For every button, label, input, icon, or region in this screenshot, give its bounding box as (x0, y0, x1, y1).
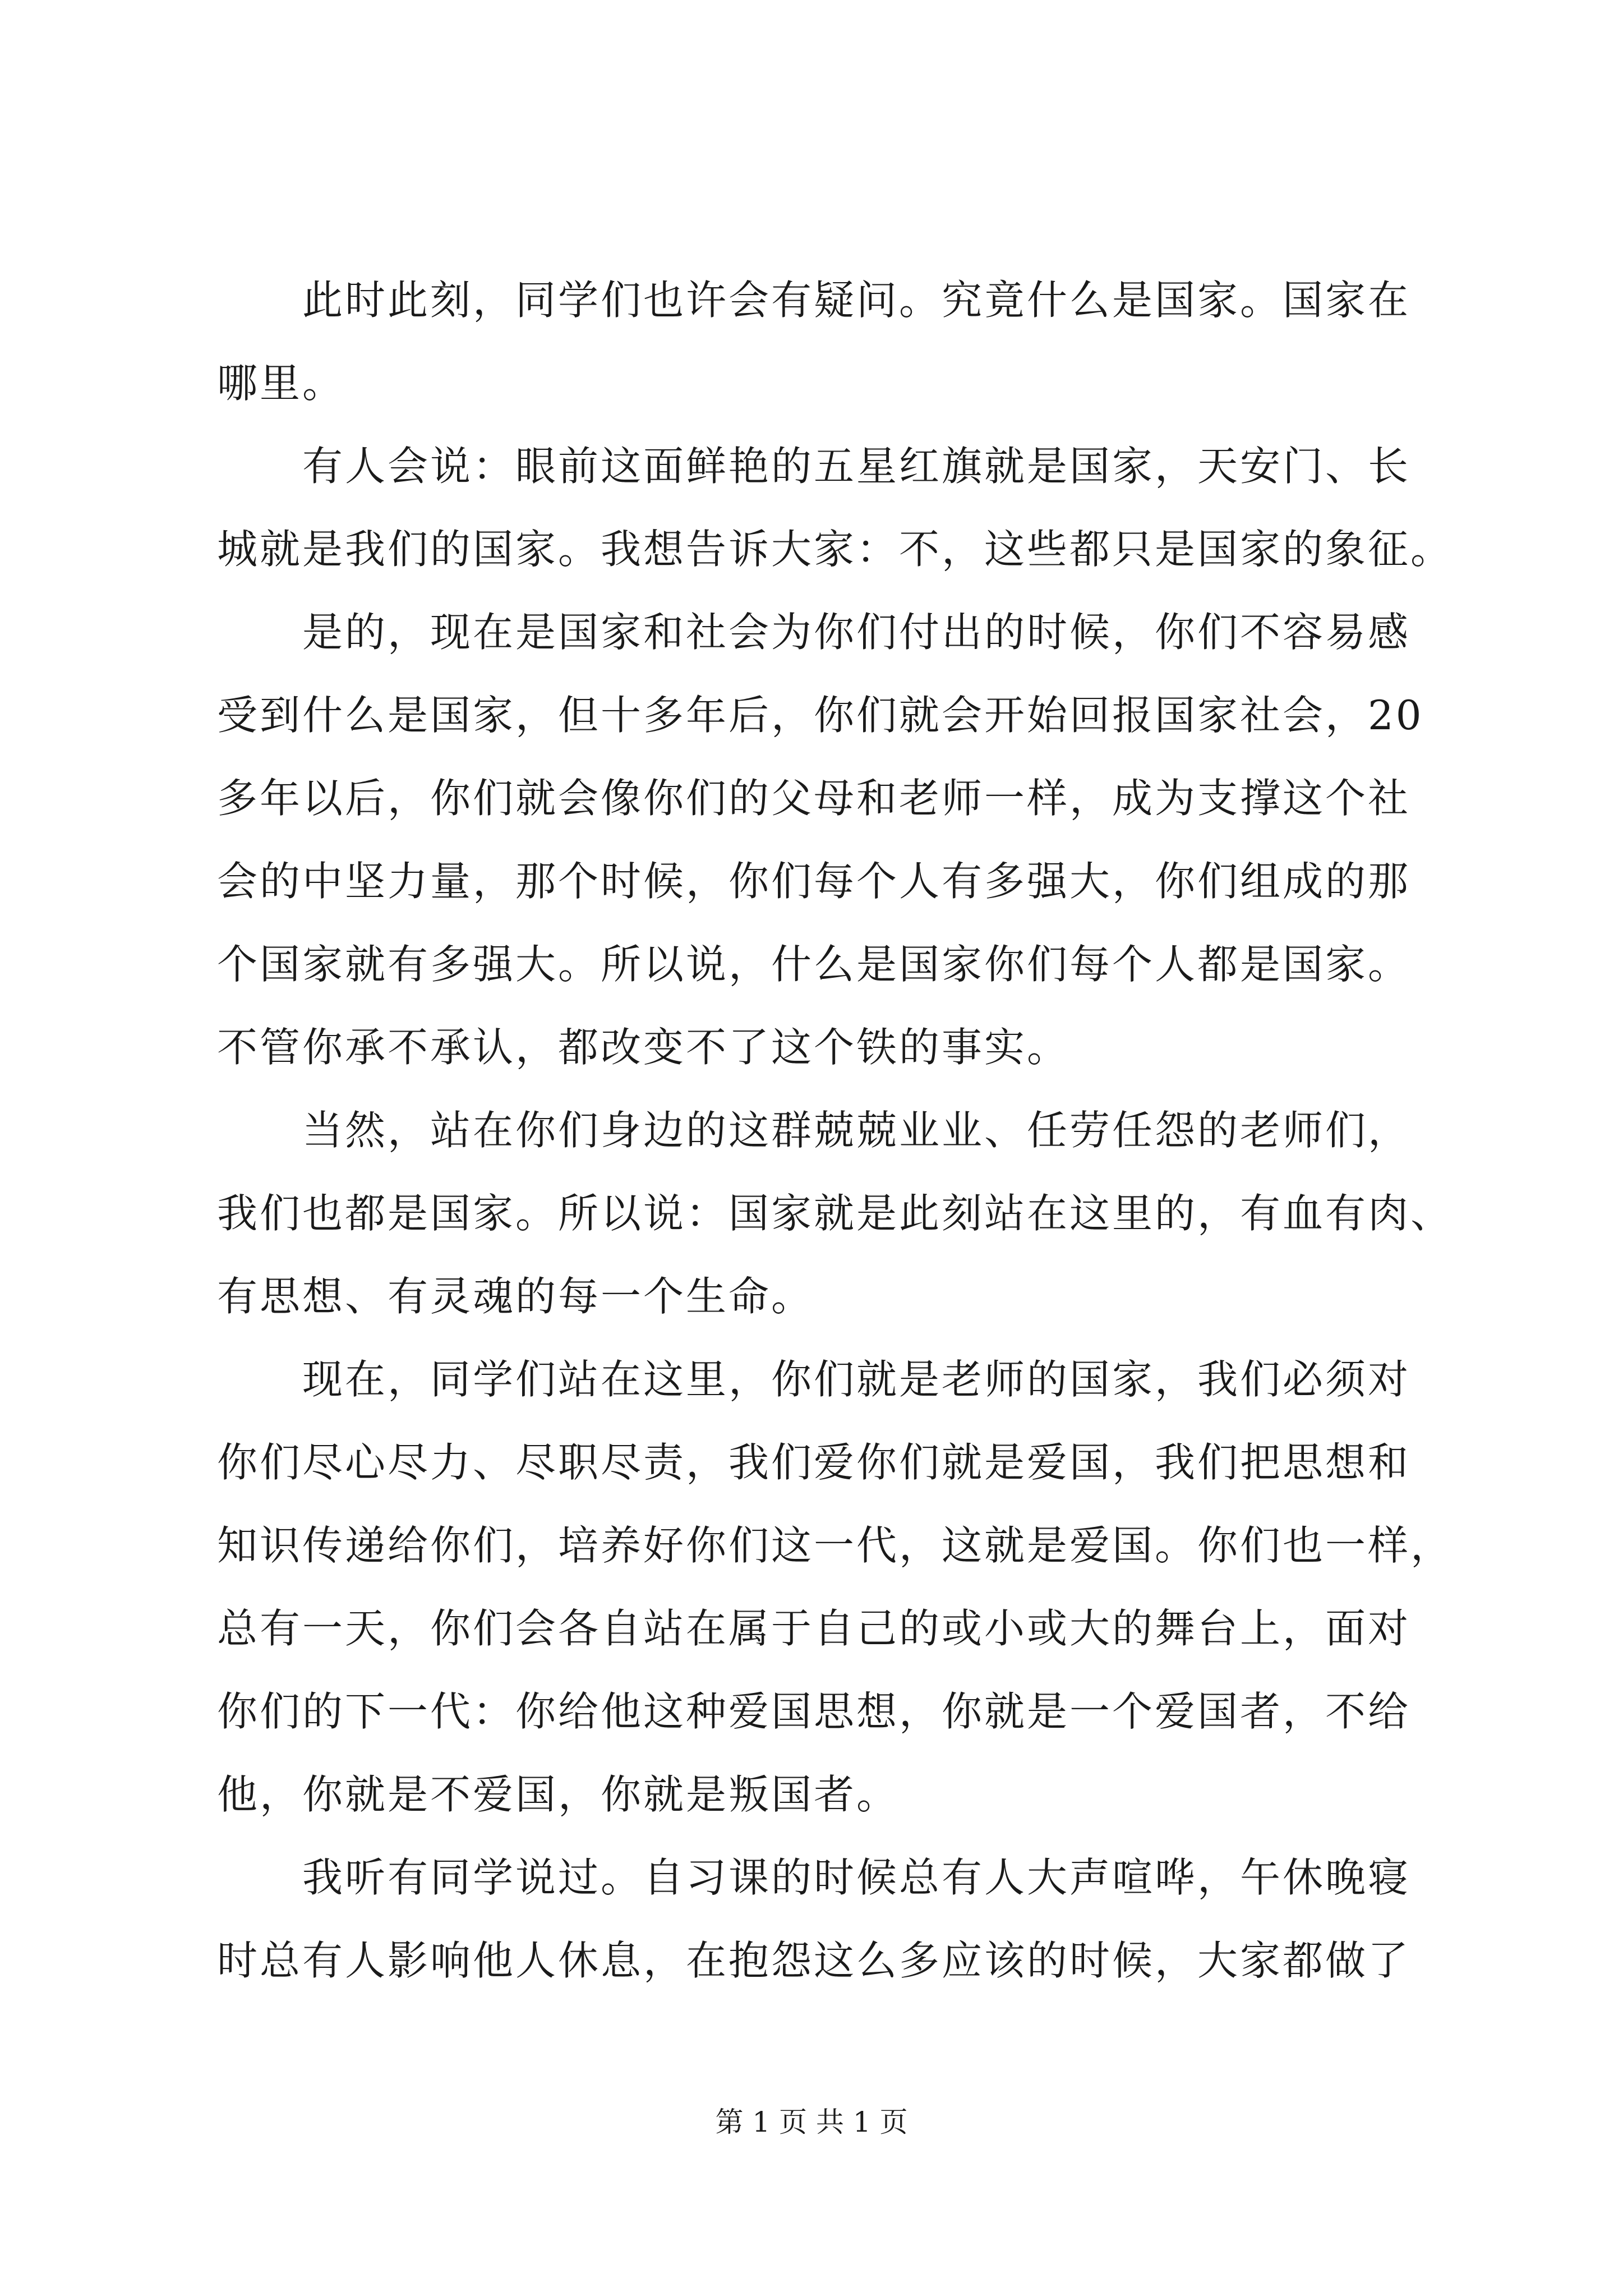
text-line: 我们也都是国家。所以说：国家就是此刻站在这里的，有血有肉、 (217, 1190, 1454, 1237)
text-line: 不管你承不承认，都改变不了这个铁的事实。 (217, 1024, 1070, 1071)
text-line: 你们尽心尽力、尽职尽责，我们爱你们就是爱国，我们把思想和 (217, 1439, 1411, 1486)
text-line: 时总有人影响他人休息，在抱怨这么多应该的时候，大家都做了 (217, 1937, 1411, 1984)
text-line: 城就是我们的国家。我想告诉大家：不，这些都只是国家的象征。 (217, 526, 1454, 573)
text-line: 是的，现在是国家和社会为你们付出的时候，你们不容易感 (217, 609, 1411, 656)
page-footer (0, 2102, 1623, 2142)
text-line: 此时此刻，同学们也许会有疑问。究竟什么是国家。国家在 (217, 277, 1411, 324)
text-line: 受到什么是国家，但十多年后，你们就会开始回报国家社会，20 (217, 692, 1424, 739)
text-line: 现在，同学们站在这里，你们就是老师的国家，我们必须对 (217, 1356, 1411, 1403)
text-line: 你们的下一代：你给他这种爱国思想，你就是一个爱国者，不给 (217, 1688, 1411, 1735)
text-line: 个国家就有多强大。所以说，什么是国家你们每个人都是国家。 (217, 941, 1411, 988)
text-line: 哪里。 (217, 360, 345, 407)
text-line: 我听有同学说过。自习课的时候总有人大声喧哗，午休晚寝 (217, 1854, 1411, 1901)
text-line: 总有一天，你们会各自站在属于自己的或小或大的舞台上，面对 (217, 1605, 1411, 1652)
text-line: 会的中坚力量，那个时候，你们每个人有多强大，你们组成的那 (217, 858, 1411, 905)
text-line: 有思想、有灵魂的每一个生命。 (217, 1273, 814, 1320)
text-line: 多年以后，你们就会像你们的父母和老师一样，成为支撑这个社 (217, 775, 1411, 822)
page-number: 第 1 页 共 1 页 (715, 2106, 908, 2138)
text-line: 他，你就是不爱国，你就是叛国者。 (217, 1771, 900, 1818)
text-line: 知识传递给你们，培养好你们这一代，这就是爱国。你们也一样， (217, 1522, 1454, 1569)
text-line: 有人会说：眼前这面鲜艳的五星红旗就是国家，天安门、长 (217, 443, 1411, 490)
text-line: 当然，站在你们身边的这群兢兢业业、任劳任怨的老师们， (217, 1107, 1411, 1154)
body-text (217, 259, 1454, 2002)
